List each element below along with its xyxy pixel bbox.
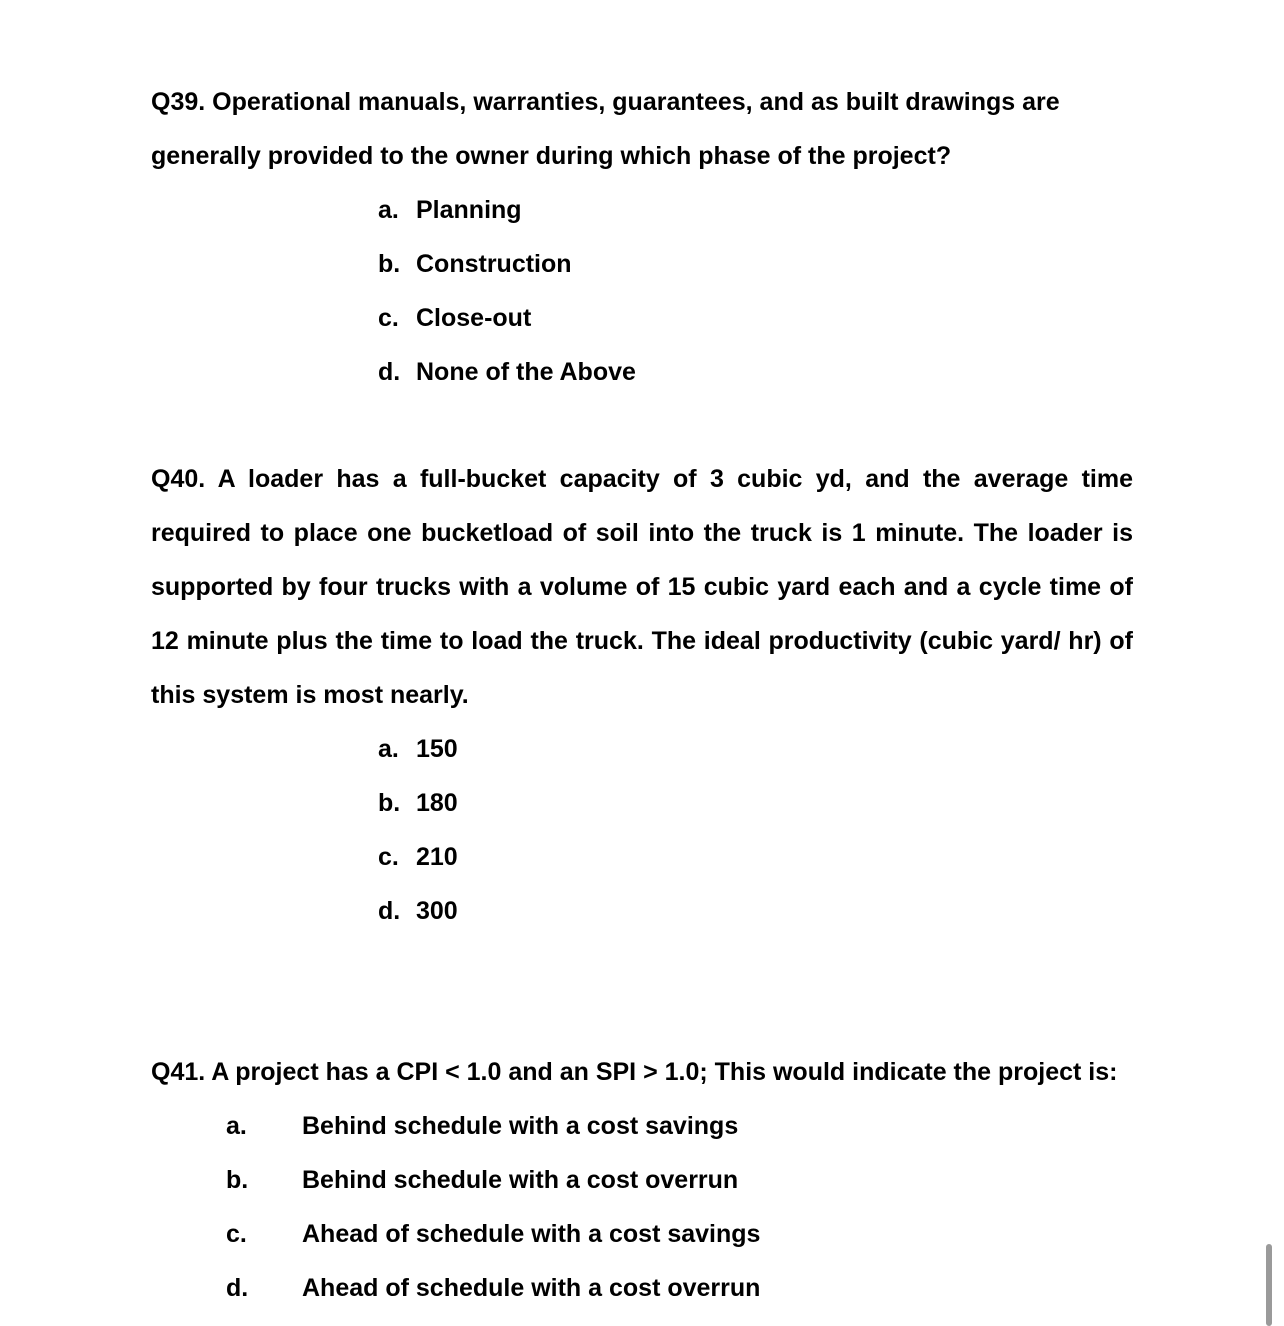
option-letter: b. <box>378 789 401 817</box>
scrollbar[interactable] <box>1266 1244 1272 1326</box>
option-letter: c. <box>378 304 399 332</box>
q41-option-a-letter: a. <box>226 1112 247 1140</box>
q39-question-line-1: Q39. Operational manuals, warranties, guarantees, and as built drawings are <box>151 88 1060 116</box>
option-letter: d. <box>378 358 401 386</box>
q40-option-a <box>378 734 458 764</box>
q41-option-c-text: Ahead of schedule with a cost savings <box>302 1220 761 1248</box>
q41-question: Q41. A project has a CPI < 1.0 and an SPI > 1.0; This would indicate the project is: <box>151 1058 1118 1086</box>
option-text: 210 <box>416 843 458 871</box>
option-text: 300 <box>416 897 458 925</box>
option-text: 150 <box>416 735 458 763</box>
q39-option-c <box>378 303 531 333</box>
option-letter: c. <box>378 843 399 871</box>
q40-option-d <box>378 896 458 926</box>
option-text: None of the Above <box>416 358 636 386</box>
q39-question-line-2: generally provided to the owner during which phase of the project? <box>151 142 952 170</box>
q39-option-a <box>378 195 522 225</box>
option-letter: b. <box>378 250 401 278</box>
q41-option-b-letter: b. <box>226 1166 249 1194</box>
q41-option-d-letter: d. <box>226 1274 249 1302</box>
option-text: Close-out <box>416 304 532 332</box>
q39-option-b <box>378 249 572 279</box>
option-letter: d. <box>378 897 401 925</box>
q40-question: Q40. A loader has a full-bucket capacity of 3 cubic yd, and the average time required to place one bucketload of soil into the truck is 1 minute. The loader is supported by four trucks with a volume of 15 cubic yard each and a cycle time of 12 minute plus the time to load the truck. The ideal productivity (cubic yard/ hr) of this system is most nearly. <box>151 465 1133 709</box>
q40-option-b <box>378 788 458 818</box>
option-text: 180 <box>416 789 458 817</box>
option-letter: a. <box>378 196 399 224</box>
q40-option-c <box>378 842 458 872</box>
q41-option-d-text: Ahead of schedule with a cost overrun <box>302 1274 761 1302</box>
option-text: Planning <box>416 196 522 224</box>
option-letter: a. <box>378 735 399 763</box>
q39-option-d <box>378 357 636 387</box>
q41-option-c-letter: c. <box>226 1220 247 1248</box>
q41-option-a-text: Behind schedule with a cost savings <box>302 1112 739 1140</box>
option-text: Construction <box>416 250 572 278</box>
q41-option-b-text: Behind schedule with a cost overrun <box>302 1166 739 1194</box>
